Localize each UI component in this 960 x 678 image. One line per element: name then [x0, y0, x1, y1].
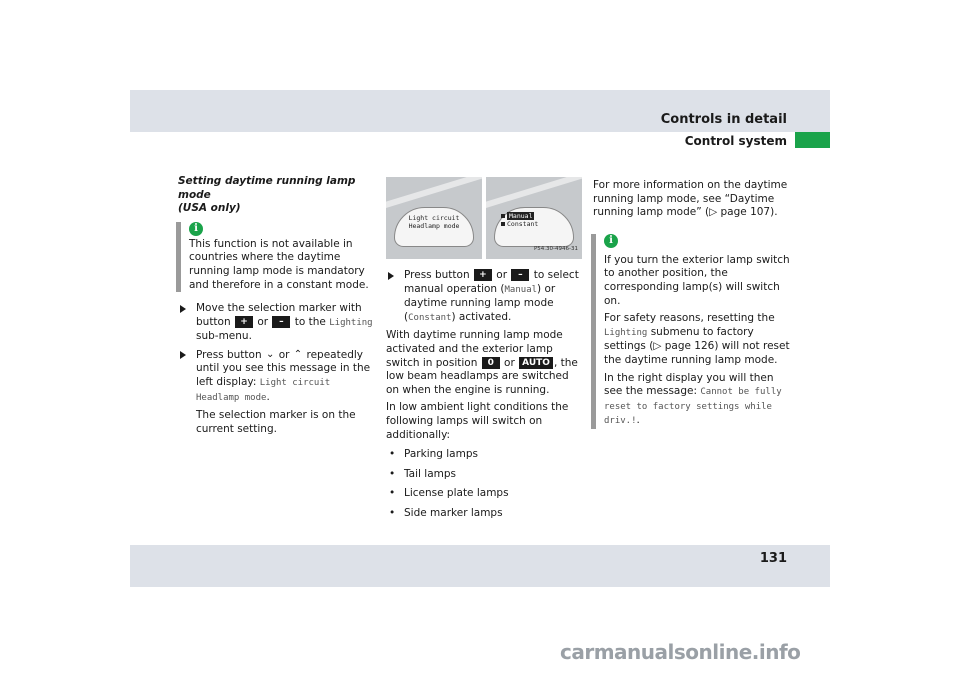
display-message: Cannot be fully reset to factory settings while driv.! [604, 387, 782, 427]
plus-button-icon: + [235, 316, 253, 328]
column-left [178, 175, 378, 440]
display-message: Light circuit Headlamp mode [196, 377, 331, 403]
info-text: If you turn the exterior lamp switch to another position, the corresponding lamp(s) will switch on. [604, 253, 790, 307]
minus-button-icon: – [272, 316, 290, 328]
info-icon: i [604, 234, 618, 248]
info-note [591, 234, 793, 429]
figure-code: P54.30-4946-31 [533, 246, 578, 253]
menu-name: Lighting [329, 317, 373, 328]
subsection-title: Control system [684, 134, 787, 148]
info-note-text: This function is not available in countries where the daytime running lamp mode is mandatory and therefore in a constant mode. [189, 237, 369, 291]
list-item: • License plate lamps [386, 487, 584, 501]
step-scroll-message: Press button ⌄ or ⌃ repeatedly until you see this message in the left display: Light circuit Headlamp mode. The selection marker is on the current setting. [178, 348, 378, 436]
option-manual: Manual [501, 212, 567, 220]
page-reference: ▷ page 107 [709, 206, 771, 219]
display-figure [386, 177, 582, 259]
list-item: • Tail lamps [386, 468, 584, 482]
up-arrow-button-icon: ⌄ [265, 348, 275, 360]
info-text: For safety reasons, resetting the Lighting submenu to factory settings (▷ page 126) will not reset the daytime running lamp mode. [604, 312, 790, 366]
procedure-heading: Setting daytime running lamp mode (USA only) [178, 175, 356, 215]
selection-marker-icon [501, 214, 505, 218]
minus-button-icon: – [511, 269, 529, 281]
watermark: carmanualsonline.info [560, 640, 801, 664]
list-item: • Parking lamps [386, 448, 584, 462]
option-marker-icon [501, 222, 505, 226]
footer-band [130, 545, 830, 587]
step-select-mode: Press button + or – to select manual operation (Manual) or daytime running lamp mode (Constant) activated. [386, 269, 584, 325]
paragraph-low-beam: With daytime running lamp mode activated and the exterior lamp switch in position 0 or AUTO , the low beam headlamps are switched on when the engine is running. [386, 329, 578, 396]
switch-position-auto-icon: AUTO [519, 357, 553, 369]
right-display-screen [494, 207, 574, 247]
info-text: In the right display you will then see the message: Cannot be fully reset to factory settings while driv.!. [604, 371, 782, 427]
paragraph-ambient: In low ambient light conditions the following lamps will switch on additionally: [386, 401, 569, 441]
paragraph-more-info: For more information on the daytime running lamp mode, see “Daytime running lamp mode” (▷ page 107). [593, 179, 788, 219]
info-icon: i [189, 222, 203, 236]
list-item: • Side marker lamps [386, 507, 584, 521]
left-display-panel [386, 177, 482, 259]
column-middle [386, 177, 584, 527]
column-right [593, 175, 793, 439]
plus-button-icon: + [474, 269, 492, 281]
section-tab-marker [795, 132, 830, 148]
info-note [176, 222, 378, 292]
step-select-lighting: Move the selection marker with button + or – to the Lighting sub-menu. [178, 302, 378, 344]
option-constant: Constant [501, 220, 567, 228]
down-arrow-button-icon: ⌃ [293, 348, 303, 360]
section-title: Controls in detail [660, 112, 787, 127]
left-display-screen: Light circuit Headlamp mode [394, 207, 474, 247]
step-note: The selection marker is on the current setting. [196, 409, 356, 435]
page-reference: ▷ page 126 [653, 340, 715, 353]
page-number: 131 [759, 551, 787, 566]
right-display-panel [486, 177, 582, 259]
switch-position-zero-icon: 0 [482, 357, 500, 369]
